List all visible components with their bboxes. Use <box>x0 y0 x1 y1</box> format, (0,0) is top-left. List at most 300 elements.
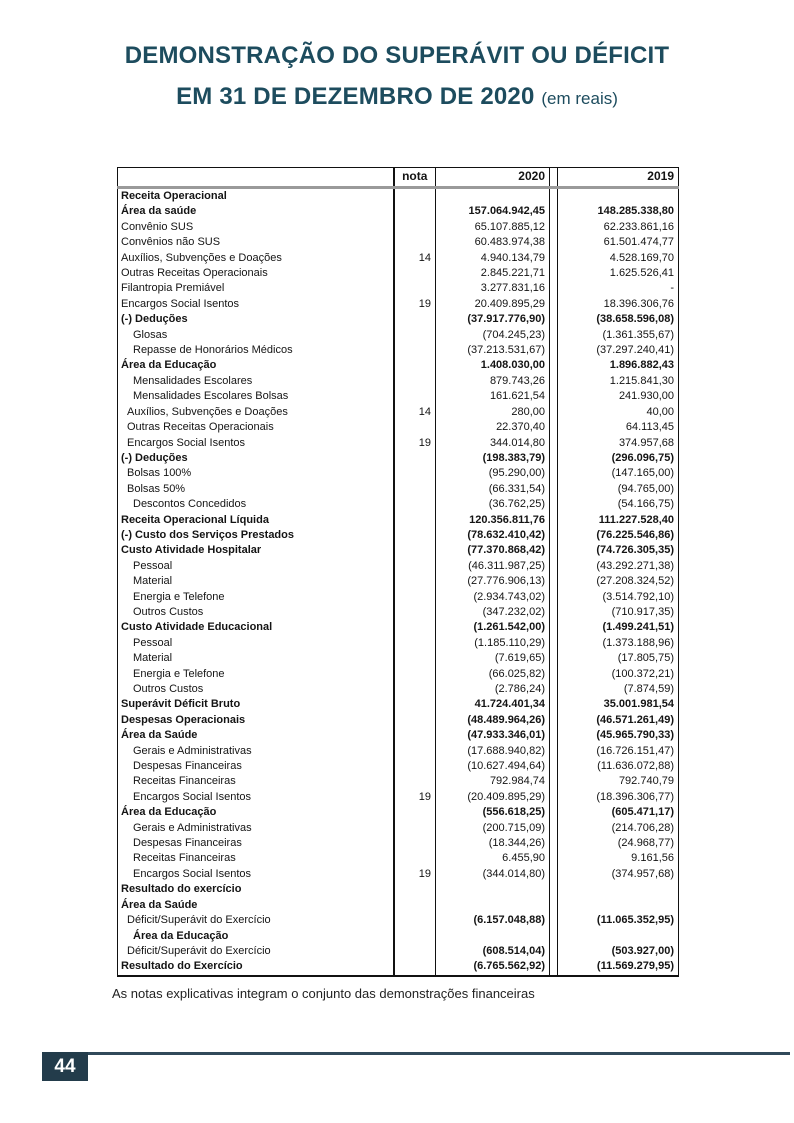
row-nota <box>394 667 436 682</box>
table-row <box>118 590 679 605</box>
table-row <box>118 312 679 327</box>
row-value-2020: (6.157.048,88) <box>436 913 550 928</box>
row-label: Auxílios, Subvenções e Doações <box>118 405 394 420</box>
row-gap-cell <box>550 790 558 805</box>
row-nota <box>394 188 436 205</box>
row-label: Pessoal <box>118 559 394 574</box>
row-value-2020: (2.786,24) <box>436 682 550 697</box>
row-label: Repasse de Honorários Médicos <box>118 343 394 358</box>
row-value-2019: 61.501.474,77 <box>603 236 674 249</box>
row-value-2020: 280,00 <box>436 405 550 420</box>
table-row <box>118 543 679 558</box>
row-value-2020: (1.261.542,00) <box>436 620 550 635</box>
row-value-2019: 40,00 <box>646 405 674 418</box>
row-label: Bolsas 100% <box>118 466 394 481</box>
row-label: Outras Receitas Operacionais <box>118 420 394 435</box>
row-gap-cell <box>550 297 558 312</box>
row-nota <box>394 266 436 281</box>
table-row <box>118 929 679 944</box>
table-row <box>118 620 679 635</box>
row-value-2019: 4.528.169,70 <box>609 251 674 264</box>
row-nota <box>394 559 436 574</box>
row-value-2020: (66.025,82) <box>436 667 550 682</box>
row-label: Receitas Financeiras <box>118 774 394 789</box>
row-label: Receitas Financeiras <box>118 851 394 866</box>
row-label: Pessoal <box>118 636 394 651</box>
row-value-2019: (1.373.188,96) <box>602 636 674 649</box>
row-gap-cell <box>550 944 558 959</box>
row-gap-cell <box>550 805 558 820</box>
row-gap-cell <box>550 821 558 836</box>
row-value-2020: 792.984,74 <box>436 774 550 789</box>
row-nota <box>394 620 436 635</box>
row-nota <box>394 420 436 435</box>
row-gap-cell <box>550 929 558 944</box>
row-nota <box>394 312 436 327</box>
row-value-2020: (37.213.531,67) <box>436 343 550 358</box>
table-row <box>118 944 679 959</box>
row-nota <box>394 774 436 789</box>
row-value-2020: (17.688.940,82) <box>436 744 550 759</box>
table-row <box>118 867 679 882</box>
header-gap-cell <box>550 168 558 188</box>
row-label: Gerais e Administrativas <box>118 744 394 759</box>
row-value-2020: 1.408.030,00 <box>436 358 550 373</box>
row-value-2020 <box>436 929 550 944</box>
row-gap-cell <box>550 466 558 481</box>
row-value-2020: (20.409.895,29) <box>436 790 550 805</box>
row-value-2019 <box>558 188 679 205</box>
row-label: Despesas Operacionais <box>118 713 394 728</box>
row-label: Encargos Social Isentos <box>118 297 394 312</box>
row-nota <box>394 651 436 666</box>
row-value-2020 <box>436 898 550 913</box>
row-nota <box>394 805 436 820</box>
table-row <box>118 774 679 789</box>
title-line-2 <box>0 83 794 111</box>
row-value-2020: (1.185.110,29) <box>436 636 550 651</box>
row-value-2020: (347.232,02) <box>436 605 550 620</box>
row-label: Área da Educação <box>118 358 394 373</box>
row-value-2019: (503.927,00) <box>611 944 674 957</box>
row-label: Convênio SUS <box>118 220 394 235</box>
row-nota <box>394 713 436 728</box>
row-value-2019: (37.297.240,41) <box>596 344 674 357</box>
row-label: Área da Saúde <box>118 728 394 743</box>
row-value-2019: (11.636.072,88) <box>597 760 674 773</box>
row-value-2019: 1.625.526,41 <box>609 267 674 280</box>
row-value-2019: (76.225.546,86) <box>596 528 674 541</box>
table-row <box>118 744 679 759</box>
row-gap-cell <box>550 667 558 682</box>
row-gap-cell <box>550 682 558 697</box>
row-label: Energia e Telefone <box>118 590 394 605</box>
row-value-2019: 792.740,79 <box>618 775 674 788</box>
row-value-2019: (11.569.279,95) <box>596 960 674 973</box>
title-line-2-suffix: (em reais) <box>541 89 618 108</box>
footnote: As notas explicativas integram o conjunto das demonstrações financeiras <box>112 986 535 1001</box>
row-label: Custo Atividade Hospitalar <box>118 543 394 558</box>
row-value-2019: 111.227.528,40 <box>598 513 674 526</box>
table-row <box>118 882 679 897</box>
row-gap-cell <box>550 836 558 851</box>
row-value-2020: (36.762,25) <box>436 497 550 512</box>
table-row <box>118 235 679 250</box>
table-row <box>118 358 679 373</box>
row-value-2019: - <box>670 282 674 295</box>
row-gap-cell <box>550 389 558 404</box>
table-row <box>118 482 679 497</box>
row-label: Mensalidades Escolares <box>118 374 394 389</box>
row-label: Encargos Social Isentos <box>118 790 394 805</box>
row-value-2019: (24.968,77) <box>617 837 674 850</box>
row-gap-cell <box>550 651 558 666</box>
row-label: Gerais e Administrativas <box>118 821 394 836</box>
row-gap-cell <box>550 374 558 389</box>
row-value-2019: (17.805,75) <box>617 652 674 665</box>
row-label: Material <box>118 651 394 666</box>
table-row <box>118 466 679 481</box>
row-value-2019: 1.896.882,43 <box>609 359 674 372</box>
row-value-2020: 879.743,26 <box>436 374 550 389</box>
row-gap-cell <box>550 482 558 497</box>
table-row <box>118 266 679 281</box>
row-value-2019: (43.292.271,38) <box>596 559 674 572</box>
row-nota <box>394 482 436 497</box>
row-gap-cell <box>550 405 558 420</box>
table-row <box>118 528 679 543</box>
row-value-2019: (11.065.352,95) <box>596 914 674 927</box>
row-label: Superávit Déficit Bruto <box>118 697 394 712</box>
row-value-2019: (605.471,17) <box>611 806 674 819</box>
row-value-2019: (94.765,00) <box>617 482 674 495</box>
row-gap-cell <box>550 251 558 266</box>
row-value-2020: (200.715,09) <box>436 821 550 836</box>
row-label: Déficit/Superávit do Exercício <box>118 913 394 928</box>
row-value-2020: (48.489.964,26) <box>436 713 550 728</box>
row-value-2019: (16.726.151,47) <box>596 744 674 757</box>
row-value-2019: 1.215.841,30 <box>609 374 674 387</box>
row-label: Mensalidades Escolares Bolsas <box>118 389 394 404</box>
row-gap-cell <box>550 220 558 235</box>
table-row <box>118 790 679 805</box>
row-value-2019: (147.165,00) <box>611 467 674 480</box>
header-year-2019: 2019 <box>558 168 679 188</box>
row-gap-cell <box>550 759 558 774</box>
header-empty-cell <box>118 168 394 188</box>
row-value-2020: (47.933.346,01) <box>436 728 550 743</box>
footer-rule <box>88 1052 790 1055</box>
row-value-2020: 20.409.895,29 <box>436 297 550 312</box>
row-nota <box>394 929 436 944</box>
row-nota <box>394 605 436 620</box>
table-row <box>118 836 679 851</box>
row-value-2020: (198.383,79) <box>436 451 550 466</box>
row-gap-cell <box>550 913 558 928</box>
table-header-row <box>118 168 679 188</box>
row-nota <box>394 728 436 743</box>
row-label: Área da saúde <box>118 204 394 219</box>
row-value-2020: (46.311.987,25) <box>436 559 550 574</box>
row-gap-cell <box>550 851 558 866</box>
table-row <box>118 436 679 451</box>
row-value-2020: 6.455,90 <box>436 851 550 866</box>
row-gap-cell <box>550 312 558 327</box>
row-gap-cell <box>550 697 558 712</box>
table-row <box>118 682 679 697</box>
row-value-2020: (556.618,25) <box>436 805 550 820</box>
row-value-2019: (296.096,75) <box>611 451 674 464</box>
table-row <box>118 574 679 589</box>
page-number: 44 <box>54 1055 76 1077</box>
row-value-2019: (3.514.792,10) <box>602 590 674 603</box>
row-gap-cell <box>550 898 558 913</box>
row-value-2019: 9.161,56 <box>631 852 674 865</box>
header-year-2020: 2020 <box>436 168 550 188</box>
row-label: Filantropia Premiável <box>118 281 394 296</box>
row-value-2019: (18.396.306,77) <box>596 790 674 803</box>
row-value-2020: 2.845.221,71 <box>436 266 550 281</box>
row-value-2019: 62.233.861,16 <box>603 220 674 233</box>
row-gap-cell <box>550 959 558 975</box>
row-value-2020: (77.370.868,42) <box>436 543 550 558</box>
row-nota <box>394 235 436 250</box>
row-value-2020: (66.331,54) <box>436 482 550 497</box>
row-nota: 19 <box>394 790 436 805</box>
row-label: Receita Operacional Líquida <box>118 513 394 528</box>
row-label: Custo Atividade Educacional <box>118 620 394 635</box>
row-value-2020: (2.934.743,02) <box>436 590 550 605</box>
row-label: Auxílios, Subvenções e Doações <box>118 251 394 266</box>
table-row <box>118 420 679 435</box>
row-label: Descontos Concedidos <box>118 497 394 512</box>
row-label: Área da Saúde <box>118 898 394 913</box>
row-nota <box>394 590 436 605</box>
row-gap-cell <box>550 188 558 205</box>
row-gap-cell <box>550 605 558 620</box>
row-value-2020: 120.356.811,76 <box>436 513 550 528</box>
row-gap-cell <box>550 204 558 219</box>
row-gap-cell <box>550 867 558 882</box>
row-nota <box>394 497 436 512</box>
table-row <box>118 188 679 205</box>
row-nota: 14 <box>394 405 436 420</box>
row-value-2020: (608.514,04) <box>436 944 550 959</box>
row-label: Resultado do Exercício <box>118 959 394 975</box>
row-value-2020: 344.014,80 <box>436 436 550 451</box>
row-value-2020: (95.290,00) <box>436 466 550 481</box>
row-value-2020: 41.724.401,34 <box>436 697 550 712</box>
table-row <box>118 667 679 682</box>
row-gap-cell <box>550 713 558 728</box>
row-gap-cell <box>550 328 558 343</box>
row-value-2019: 374.957,68 <box>618 436 674 449</box>
row-value-2019: (374.957,68) <box>611 867 674 880</box>
row-value-2019: 148.285.338,80 <box>597 205 674 218</box>
row-value-2019: (74.726.305,35) <box>596 544 674 557</box>
table-row <box>118 220 679 235</box>
row-label: Área da Educação <box>118 805 394 820</box>
row-gap-cell <box>550 266 558 281</box>
row-nota <box>394 204 436 219</box>
row-value-2020: 3.277.831,16 <box>436 281 550 296</box>
row-nota <box>394 543 436 558</box>
row-value-2020: (704.245,23) <box>436 328 550 343</box>
row-value-2019: (1.361.355,67) <box>602 328 674 341</box>
row-nota <box>394 913 436 928</box>
row-value-2020: (18.344,26) <box>436 836 550 851</box>
row-nota <box>394 744 436 759</box>
row-value-2020: 4.940.134,79 <box>436 251 550 266</box>
row-value-2020: 60.483.974,38 <box>436 235 550 250</box>
row-value-2019 <box>558 882 679 897</box>
row-label: (-) Deduções <box>118 451 394 466</box>
table-row <box>118 728 679 743</box>
row-label: Despesas Financeiras <box>118 836 394 851</box>
row-nota <box>394 836 436 851</box>
row-gap-cell <box>550 636 558 651</box>
row-label: Resultado do exercício <box>118 882 394 897</box>
table-row <box>118 343 679 358</box>
table-row <box>118 297 679 312</box>
row-nota: 14 <box>394 251 436 266</box>
row-gap-cell <box>550 574 558 589</box>
table-row <box>118 636 679 651</box>
row-gap-cell <box>550 436 558 451</box>
row-label: Bolsas 50% <box>118 482 394 497</box>
table-row <box>118 805 679 820</box>
row-gap-cell <box>550 281 558 296</box>
row-nota <box>394 513 436 528</box>
row-value-2020: (344.014,80) <box>436 867 550 882</box>
row-nota <box>394 697 436 712</box>
table-row <box>118 328 679 343</box>
row-value-2019: 241.930,00 <box>618 390 674 403</box>
table-row <box>118 389 679 404</box>
row-nota <box>394 358 436 373</box>
row-gap-cell <box>550 744 558 759</box>
financial-statement-table <box>117 167 679 977</box>
row-nota <box>394 528 436 543</box>
row-nota <box>394 451 436 466</box>
row-gap-cell <box>550 590 558 605</box>
table-row <box>118 497 679 512</box>
document-title <box>0 42 794 111</box>
row-value-2019: (54.166,75) <box>617 498 674 511</box>
row-label: Outros Custos <box>118 682 394 697</box>
title-line-1: DEMONSTRAÇÃO DO SUPERÁVIT OU DÉFICIT <box>124 42 670 69</box>
row-nota <box>394 898 436 913</box>
row-label: Convênios não SUS <box>118 235 394 250</box>
row-label: Encargos Social Isentos <box>118 867 394 882</box>
header-nota: nota <box>394 168 436 188</box>
row-nota <box>394 882 436 897</box>
table-row <box>118 759 679 774</box>
table-row <box>118 959 679 975</box>
row-value-2020: 65.107.885,12 <box>436 220 550 235</box>
row-nota <box>394 343 436 358</box>
row-gap-cell <box>550 358 558 373</box>
table-row <box>118 374 679 389</box>
row-label: Receita Operacional <box>118 188 394 205</box>
row-value-2019: (38.658.596,08) <box>596 313 674 326</box>
row-gap-cell <box>550 420 558 435</box>
row-gap-cell <box>550 620 558 635</box>
row-label: Outras Receitas Operacionais <box>118 266 394 281</box>
row-label: Material <box>118 574 394 589</box>
row-value-2020: 22.370,40 <box>436 420 550 435</box>
row-nota <box>394 851 436 866</box>
table-row <box>118 559 679 574</box>
row-value-2019: (27.208.324,52) <box>596 575 674 588</box>
row-nota: 19 <box>394 297 436 312</box>
row-label: Déficit/Superávit do Exercício <box>118 944 394 959</box>
row-nota <box>394 281 436 296</box>
table-row <box>118 405 679 420</box>
row-nota <box>394 636 436 651</box>
row-value-2020 <box>436 188 550 205</box>
row-gap-cell <box>550 513 558 528</box>
row-label: Despesas Financeiras <box>118 759 394 774</box>
row-label: Energia e Telefone <box>118 667 394 682</box>
table-row <box>118 513 679 528</box>
row-value-2019: 35.001.981,54 <box>603 698 674 711</box>
title-line-2-main: EM 31 DE DEZEMBRO DE 2020 <box>176 83 535 110</box>
row-label: Área da Educação <box>118 929 394 944</box>
row-value-2019 <box>558 929 679 944</box>
row-value-2019: (1.499.241,51) <box>602 621 674 634</box>
row-gap-cell <box>550 728 558 743</box>
table-row <box>118 281 679 296</box>
row-nota <box>394 220 436 235</box>
table-row <box>118 451 679 466</box>
row-value-2019: 18.396.306,76 <box>603 297 674 310</box>
table-row <box>118 851 679 866</box>
table-row <box>118 697 679 712</box>
row-value-2020: (37.917.776,90) <box>436 312 550 327</box>
row-nota <box>394 944 436 959</box>
row-value-2019: (100.372,21) <box>611 667 674 680</box>
row-label: Outros Custos <box>118 605 394 620</box>
row-value-2019: (46.571.261,49) <box>596 713 674 726</box>
table-row <box>118 251 679 266</box>
row-value-2019: (710.917,35) <box>611 605 674 618</box>
row-nota: 19 <box>394 436 436 451</box>
row-nota <box>394 959 436 975</box>
row-value-2019: (45.965.790,33) <box>596 729 674 742</box>
row-nota <box>394 821 436 836</box>
row-label: (-) Deduções <box>118 312 394 327</box>
row-nota: 19 <box>394 867 436 882</box>
row-value-2019: (7.874,59) <box>623 683 674 695</box>
row-label: Glosas <box>118 328 394 343</box>
row-label: (-) Custo dos Serviços Prestados <box>118 528 394 543</box>
page-number-badge <box>42 1052 88 1081</box>
row-nota <box>394 574 436 589</box>
table-row <box>118 605 679 620</box>
row-value-2019 <box>558 898 679 913</box>
row-gap-cell <box>550 451 558 466</box>
row-value-2019: 64.113,45 <box>625 421 674 434</box>
table-row <box>118 821 679 836</box>
table-row <box>118 898 679 913</box>
row-gap-cell <box>550 528 558 543</box>
row-gap-cell <box>550 882 558 897</box>
row-nota <box>394 682 436 697</box>
row-value-2020: (27.776.906,13) <box>436 574 550 589</box>
row-value-2020: (78.632.410,42) <box>436 528 550 543</box>
row-value-2020: (7.619,65) <box>436 651 550 666</box>
